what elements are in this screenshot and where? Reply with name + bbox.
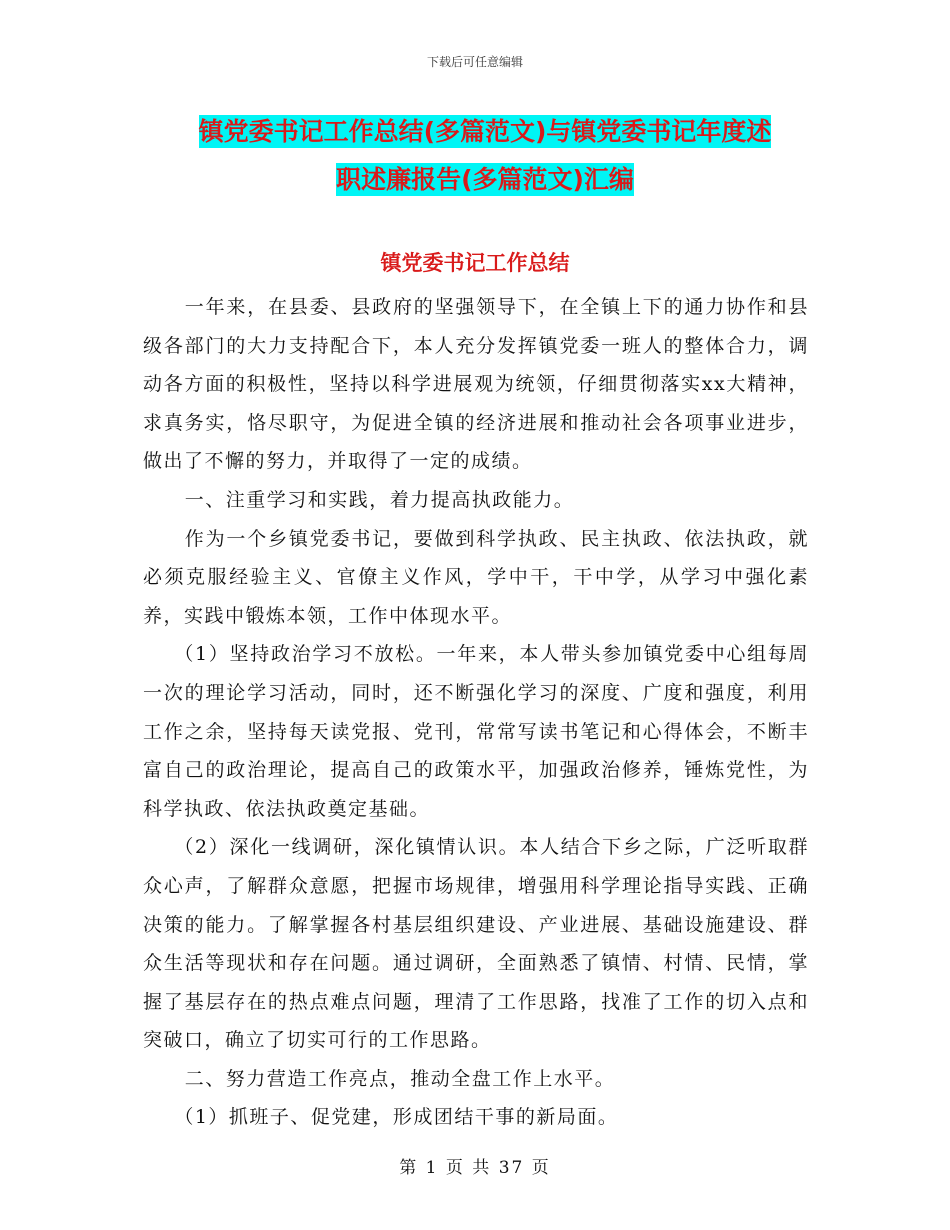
document-title-line-2: 职述廉报告(多篇范文)汇编 [336,165,634,194]
paragraph: 一年来，在县委、县政府的坚强领导下，在全镇上下的通力协作和县级各部门的大力支持配合下，本人充分发挥镇党委一班人的整体合力，调动各方面的积极性，坚持以科学进展观为统领，仔细贯彻落实xx大精神，求真务实，恪尽职守，为促进全镇的经济进展和推动社会各项事业进步，做出了不懈的努力，并取得了一定的成绩。 [143,296,809,473]
page-footer: 第 1 页 共 37 页 [399,1158,551,1178]
section-title: 镇党委书记工作总结 [380,251,570,275]
paragraph: （2）深化一线调研，深化镇情认识。本人结合下乡之际，广泛听取群众心声，了解群众意愿，把握市场规律，增强用科学理论指导实践、正确决策的能力。了解掌握各村基层组织建设、产业进展、基础设施建设、群众生活等现状和存在问题。通过调研，全面熟悉了镇情、村情、民情，掌握了基层存在的热点难点问题，理清了工作思路，找准了工作的切入点和突破口，确立了切实可行的工作思路。 [143,836,809,1052]
document-body [143,288,809,1137]
document-title [140,108,830,204]
paragraph: 作为一个乡镇党委书记，要做到科学执政、民主执政、依法执政，就必须克服经验主义、官僚主义作风，学中干，干中学，从学习中强化素养，实践中锻炼本领，工作中体现水平。 [143,527,809,627]
header-note: 下载后可任意编辑 [426,55,523,69]
paragraph: （1）抓班子、促党建，形成团结干事的新局面。 [174,1106,619,1129]
document-title-line-1: 镇党委书记工作总结(多篇范文)与镇党委书记年度述 [198,117,772,146]
paragraph-heading: 二、努力营造工作亮点，推动全盘工作上水平。 [184,1067,616,1090]
paragraph: （1）坚持政治学习不放松。一年来，本人带头参加镇党委中心组每周一次的理论学习活动，同时，还不断强化学习的深度、广度和强度，利用工作之余，坚持每天读党报、党刊，常常写读书笔记和心得体会，不断丰富自己的政治理论，提高自己的政策水平，加强政治修养，锤炼党性，为科学执政、依法执政奠定基础。 [143,643,809,820]
paragraph-heading: 一、注重学习和实践，着力提高执政能力。 [184,488,575,511]
